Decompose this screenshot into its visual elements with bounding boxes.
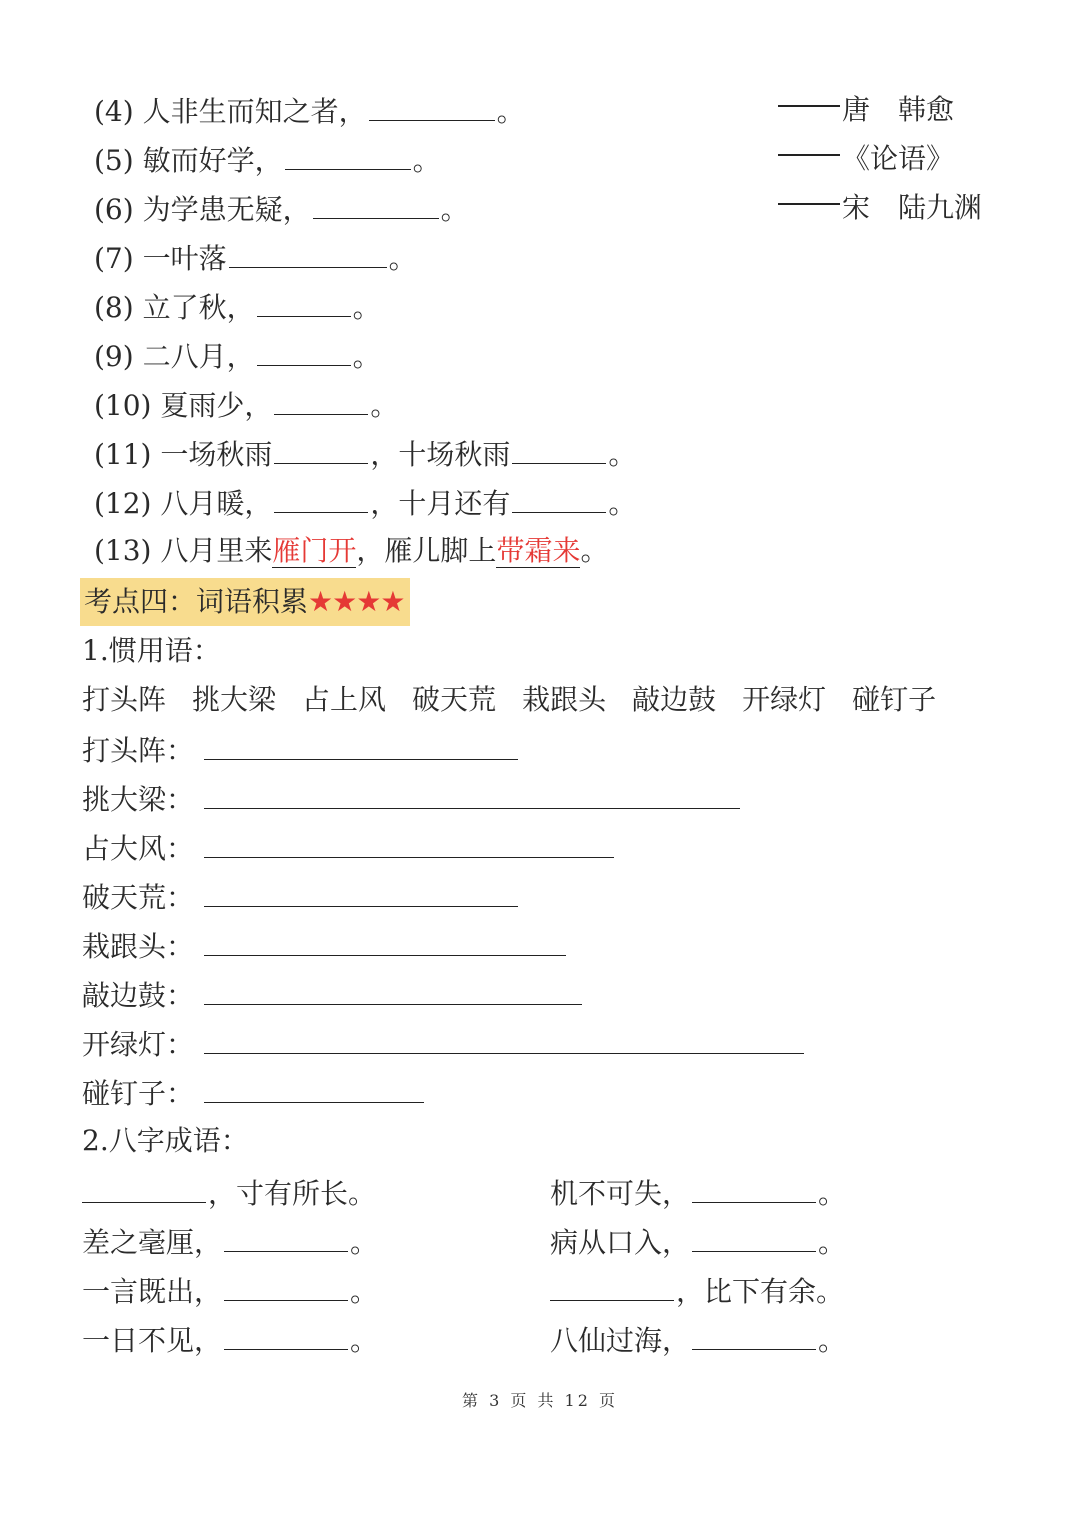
poem-line-10	[94, 384, 398, 426]
answer-blank[interactable]	[274, 433, 368, 464]
idiom-answer-row	[82, 1023, 806, 1065]
answer-blank[interactable]	[204, 729, 518, 760]
eight-char-item	[82, 1172, 376, 1214]
poem-line-12	[94, 482, 636, 524]
period: 。	[352, 340, 381, 373]
poem-line-8	[94, 286, 381, 328]
idiom-label: 敲边鼓：	[82, 979, 195, 1012]
dash-mark	[778, 154, 840, 156]
eight-char-item	[82, 1319, 378, 1361]
source-attribution	[778, 90, 954, 130]
answer-blank[interactable]	[692, 1319, 816, 1350]
answer-blank[interactable]	[274, 384, 368, 415]
poem-text: 为学患无疑，	[142, 193, 311, 226]
idiom-answer-row	[82, 827, 616, 869]
period: 。	[370, 389, 399, 422]
period: 。	[350, 1324, 379, 1357]
poem-text: 二八月，	[142, 340, 255, 373]
poem-text: ，雁儿脚上	[356, 534, 497, 567]
idiom-answer-row	[82, 974, 584, 1016]
idiom-text: ，比下有余。	[676, 1275, 845, 1308]
answer-blank[interactable]	[285, 139, 411, 170]
source-text: 《论语》	[842, 142, 955, 175]
answer-blank[interactable]	[257, 335, 351, 366]
source-text: 唐 韩愈	[842, 93, 955, 126]
answer-blank[interactable]	[204, 827, 614, 858]
poem-text: 敏而好学，	[142, 144, 283, 177]
idiom-label: 碰钉子：	[82, 1077, 195, 1110]
idiom-item: 占上风	[302, 683, 387, 716]
answer-blank[interactable]	[550, 1270, 674, 1301]
poem-text: 八月里来	[160, 534, 273, 567]
period: 。	[818, 1177, 847, 1210]
eight-char-heading-text: 2.八字成语：	[82, 1124, 249, 1157]
idioms-heading	[82, 631, 221, 671]
answer-blank[interactable]	[229, 237, 387, 268]
eight-char-item	[550, 1172, 846, 1214]
answer-blank[interactable]	[204, 876, 518, 907]
source-attribution	[778, 188, 982, 228]
source-attribution	[778, 139, 954, 179]
answer-blank[interactable]	[257, 286, 351, 317]
idiom-list	[82, 680, 936, 720]
answer-blank[interactable]	[512, 433, 606, 464]
answer-blank[interactable]	[313, 188, 439, 219]
answer-blank[interactable]	[274, 482, 368, 513]
item-number: (13)	[94, 534, 152, 567]
poem-text: 一叶落	[142, 242, 227, 275]
poem-text: ，十月还有	[370, 487, 511, 520]
answer-blank[interactable]	[204, 778, 740, 809]
idiom-answer-row	[82, 778, 742, 820]
idiom-text: 一日不见，	[82, 1324, 223, 1357]
eight-char-item	[82, 1270, 378, 1312]
answer-blank[interactable]	[369, 90, 495, 121]
answer-blank[interactable]	[204, 974, 582, 1005]
idiom-item: 栽跟头	[522, 683, 607, 716]
page-footer	[0, 1388, 1080, 1411]
poem-line-5	[94, 139, 441, 181]
period: 。	[818, 1226, 847, 1259]
idiom-text: ，寸有所长。	[208, 1177, 377, 1210]
idiom-label: 打头阵：	[82, 734, 195, 767]
item-number: (9)	[94, 340, 134, 373]
idiom-label: 栽跟头：	[82, 930, 195, 963]
answer-blank[interactable]	[204, 1023, 804, 1054]
eight-char-item	[550, 1319, 846, 1361]
poem-line-6	[94, 188, 469, 230]
period: 。	[608, 487, 637, 520]
idiom-text: 差之毫厘，	[82, 1226, 223, 1259]
idiom-item: 挑大梁	[192, 683, 277, 716]
idiom-item: 打头阵	[82, 683, 167, 716]
period: 。	[496, 95, 525, 128]
period: 。	[352, 291, 381, 324]
poem-text: 八月暖，	[160, 487, 273, 520]
item-number: (8)	[94, 291, 134, 324]
poem-line-4	[94, 90, 525, 132]
period: 。	[350, 1275, 379, 1308]
dash-mark	[778, 203, 840, 205]
idioms-heading-text: 1.惯用语：	[82, 634, 221, 667]
item-number: (11)	[94, 438, 152, 471]
filled-answer: 带霜来	[496, 534, 581, 567]
idiom-label: 破天荒：	[82, 881, 195, 914]
page-number: 第 3 页 共 12 页	[462, 1391, 618, 1410]
idiom-answer-row	[82, 729, 520, 771]
answer-blank[interactable]	[224, 1319, 348, 1350]
idiom-label: 挑大梁：	[82, 783, 195, 816]
period: 。	[388, 242, 417, 275]
item-number: (6)	[94, 193, 134, 226]
period: 。	[350, 1226, 379, 1259]
idiom-item: 碰钉子	[852, 683, 937, 716]
idiom-answer-row	[82, 1072, 426, 1114]
idiom-text: 一言既出，	[82, 1275, 223, 1308]
period: 。	[608, 438, 637, 471]
idiom-item: 开绿灯	[742, 683, 827, 716]
filled-answer: 雁门开	[272, 534, 357, 567]
poem-line-9	[94, 335, 381, 377]
poem-line-7	[94, 237, 417, 279]
period: 。	[580, 534, 609, 567]
answer-blank[interactable]	[512, 482, 606, 513]
item-number: (10)	[94, 389, 152, 422]
poem-text: ，十场秋雨	[370, 438, 511, 471]
answer-blank[interactable]	[692, 1221, 816, 1252]
poem-text: 人非生而知之者，	[142, 95, 367, 128]
idiom-item: 破天荒	[412, 683, 497, 716]
section-heading	[80, 578, 410, 626]
answer-blank[interactable]	[224, 1221, 348, 1252]
poem-text: 立了秋，	[142, 291, 255, 324]
answer-blank[interactable]	[204, 1072, 424, 1103]
poem-text: 夏雨少，	[160, 389, 273, 422]
eight-char-heading	[82, 1121, 249, 1161]
eight-char-item	[550, 1270, 844, 1312]
eight-char-item	[550, 1221, 846, 1263]
idiom-text: 病从口入，	[550, 1226, 691, 1259]
answer-blank[interactable]	[82, 1172, 206, 1203]
answer-blank[interactable]	[204, 925, 566, 956]
poem-line-13	[94, 531, 608, 571]
period: 。	[818, 1324, 847, 1357]
answer-blank[interactable]	[692, 1172, 816, 1203]
star-rating-icon: ★★★★	[308, 585, 405, 618]
idiom-text: 机不可失，	[550, 1177, 691, 1210]
dash-mark	[778, 105, 840, 107]
poem-text: 一场秋雨	[160, 438, 273, 471]
period: 。	[412, 144, 441, 177]
idiom-label: 开绿灯：	[82, 1028, 195, 1061]
period: 。	[440, 193, 469, 226]
section-title: 考点四：词语积累	[84, 585, 309, 618]
item-number: (5)	[94, 144, 134, 177]
item-number: (12)	[94, 487, 152, 520]
idiom-answer-row	[82, 925, 568, 967]
idiom-label: 占大风：	[82, 832, 195, 865]
idiom-answer-row	[82, 876, 520, 918]
idiom-text: 八仙过海，	[550, 1324, 691, 1357]
answer-blank[interactable]	[224, 1270, 348, 1301]
source-text: 宋 陆九渊	[842, 191, 983, 224]
item-number: (4)	[94, 95, 134, 128]
item-number: (7)	[94, 242, 134, 275]
eight-char-item	[82, 1221, 378, 1263]
poem-line-11	[94, 433, 636, 475]
idiom-item: 敲边鼓	[632, 683, 717, 716]
